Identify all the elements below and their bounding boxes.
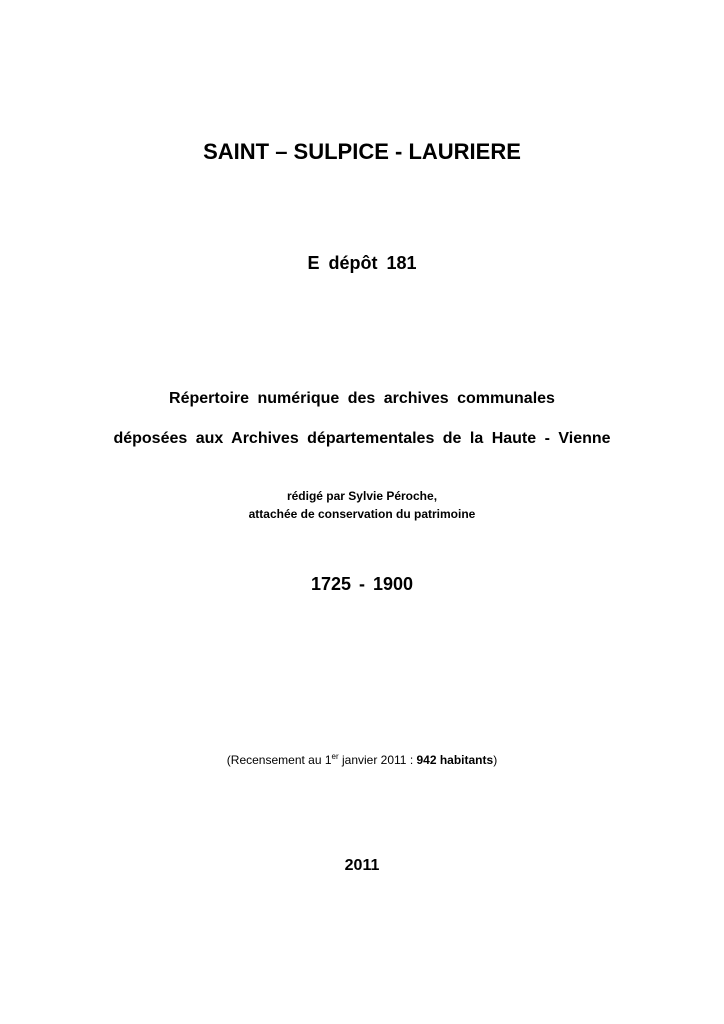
deposees-heading: déposées aux Archives départementales de la Haute - Vienne: [113, 430, 611, 447]
repertoire-heading: Répertoire numérique des archives communales: [169, 390, 555, 407]
author-role: attachée de conservation du patrimoine: [248, 507, 476, 521]
author-line: rédigé par Sylvie Péroche,: [286, 489, 438, 503]
document-title: SAINT – SULPICE - LAURIERE: [203, 139, 521, 164]
census-middle: janvier 2011 :: [338, 753, 417, 767]
publication-year: 2011: [344, 857, 380, 874]
census-open: (Recensement au 1: [226, 753, 332, 767]
depot-reference: E dépôt 181: [307, 253, 417, 273]
census-note: [0, 754, 724, 766]
census-population: 942 habitants: [416, 753, 494, 767]
census-close: ): [493, 753, 498, 767]
date-range: 1725 - 1900: [310, 574, 414, 594]
census-ordinal: er: [331, 752, 339, 761]
